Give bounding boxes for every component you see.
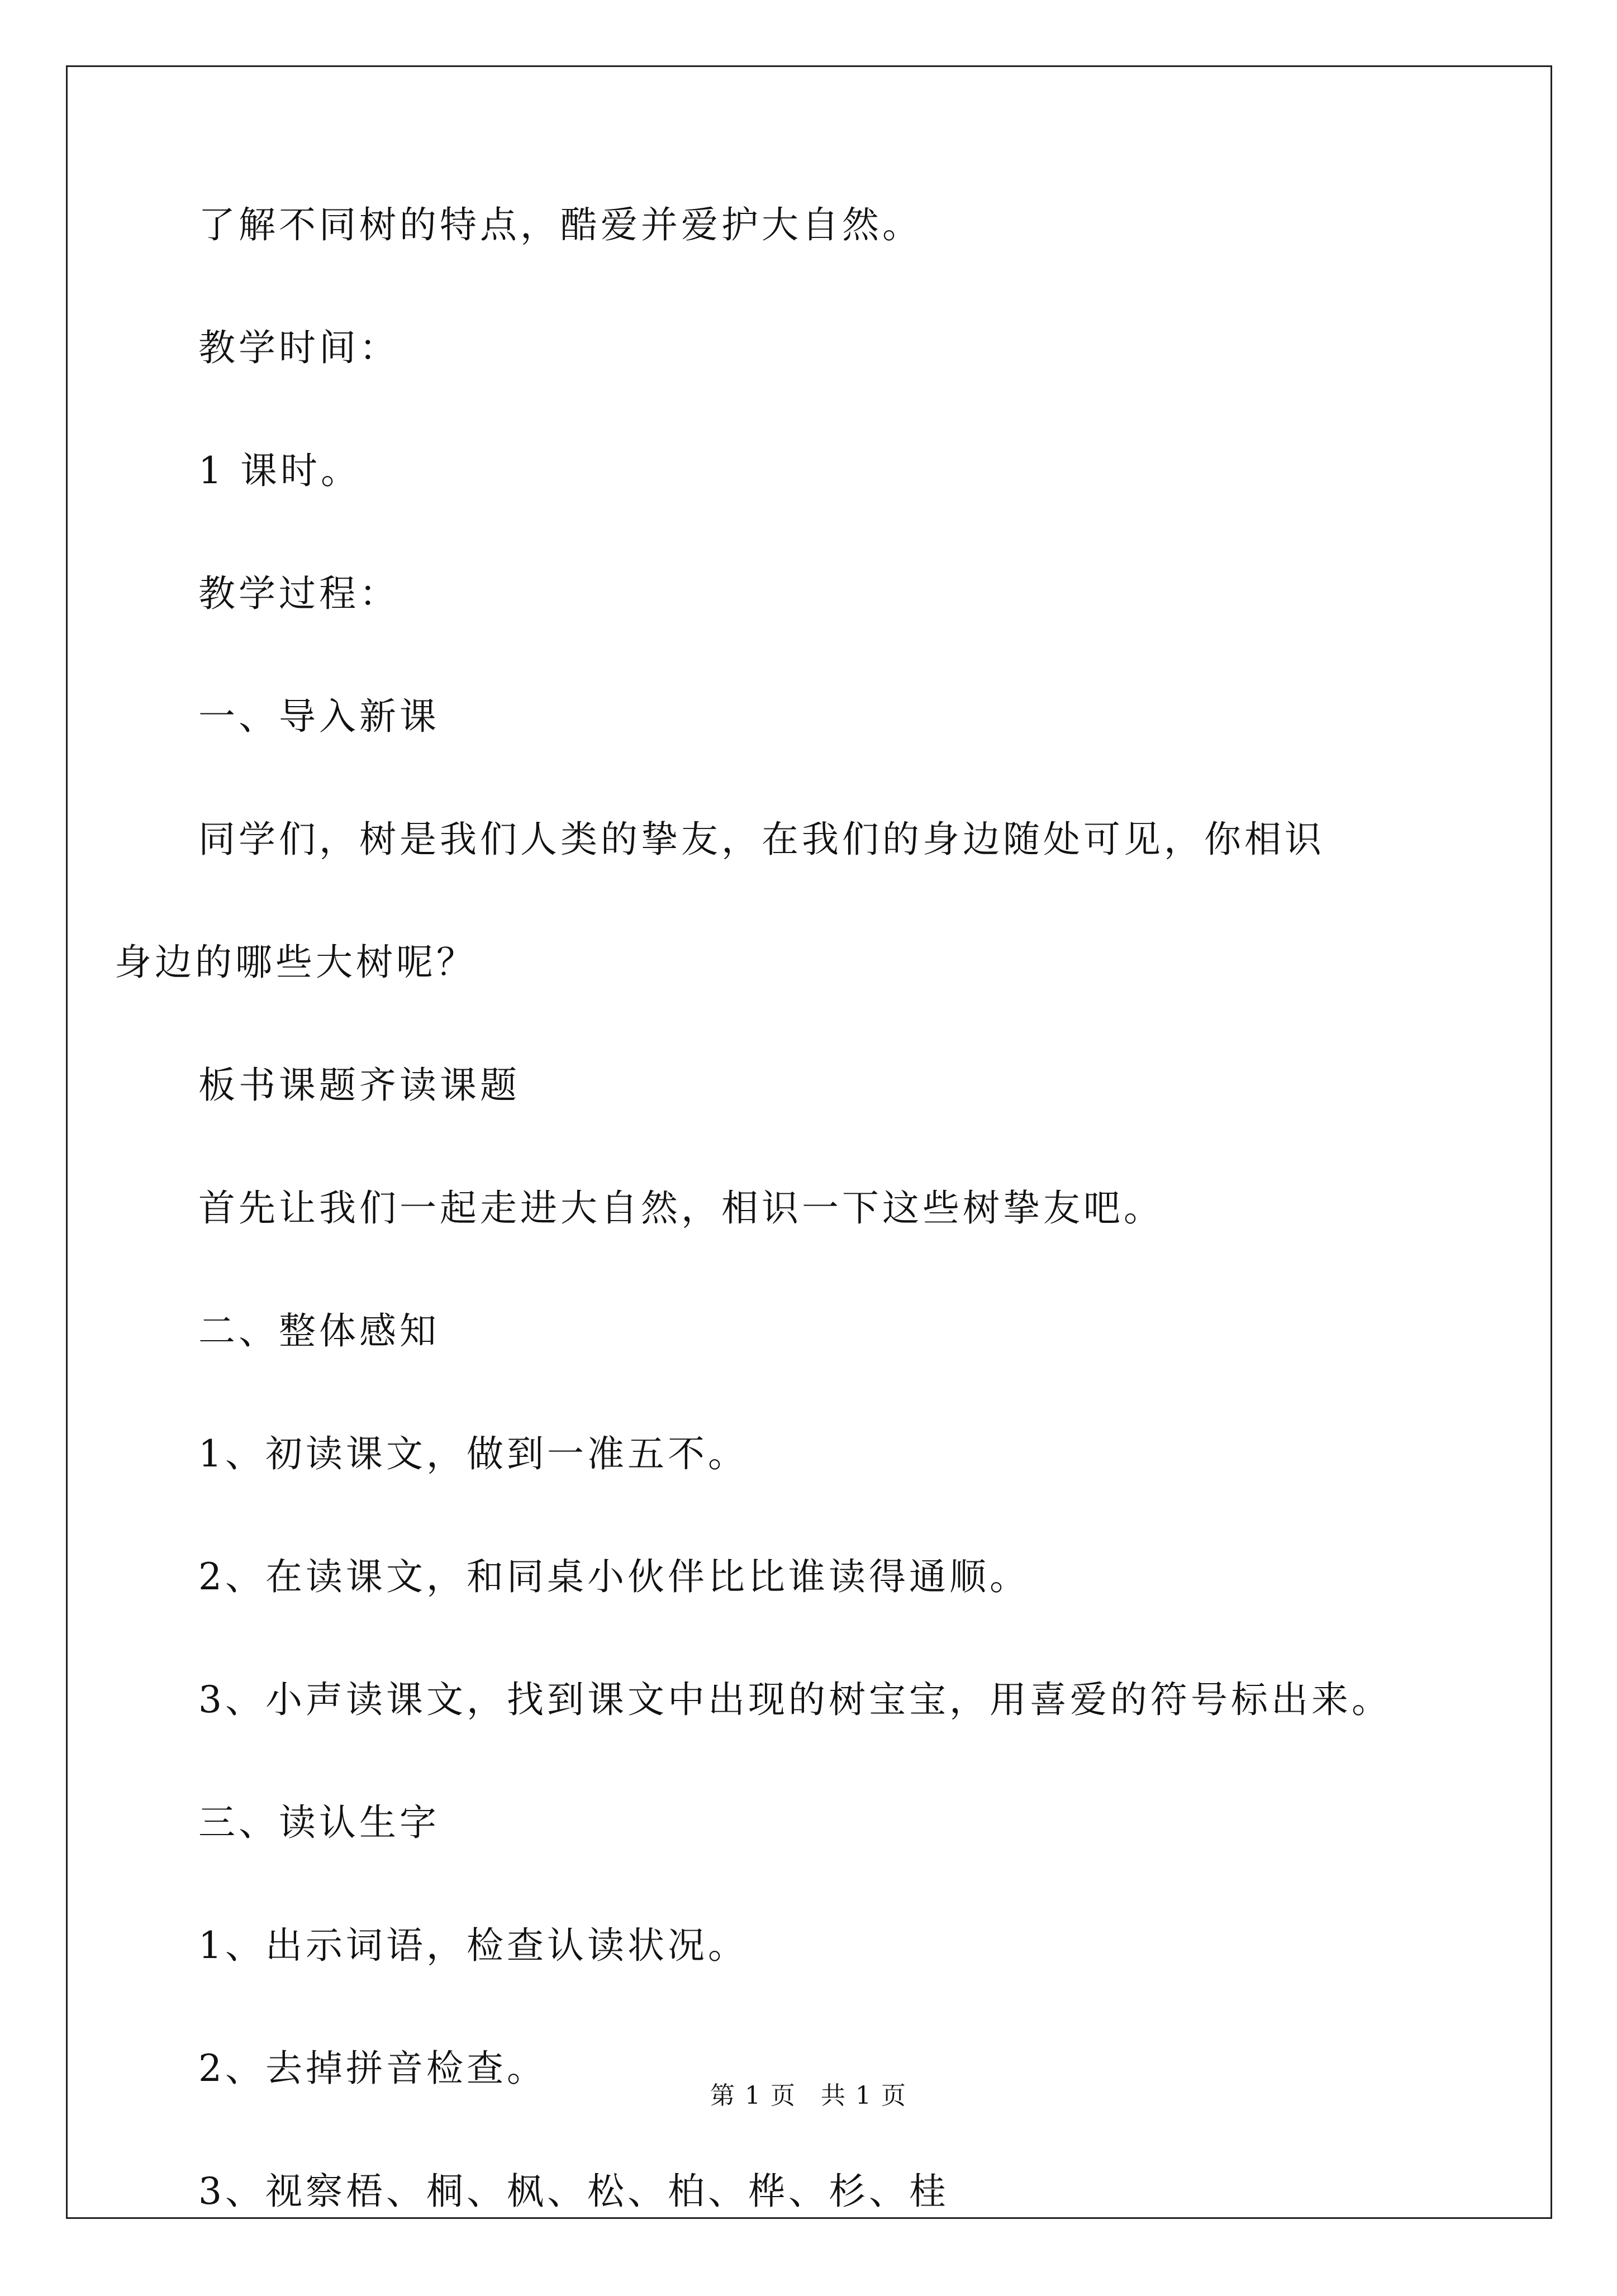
document-body — [115, 203, 1428, 2296]
list-item: 3、小声读课文，找到课文中出现的树宝宝，用喜爱的符号标出来。 — [198, 1678, 1392, 1721]
paragraph: 了解不同树的特点，酷爱并爱护大自然。 — [198, 203, 922, 246]
section-heading: 二、整体感知 — [198, 1309, 440, 1352]
paragraph-continuation: 身边的哪些大树呢？ — [115, 941, 477, 984]
list-item: 1、初读课文，做到一准五不。 — [198, 1432, 748, 1475]
section-heading: 三、读认生字 — [198, 1801, 440, 1844]
list-item: 3、视察梧、桐、枫、松、柏、桦、杉、桂 — [198, 2170, 949, 2213]
paragraph: 1 课时。 — [198, 449, 361, 492]
list-item: 1、出示词语，检查认读状况。 — [198, 1924, 748, 1967]
page-number: 第 1 页 — [710, 2081, 796, 2110]
page-total: 共 1 页 — [821, 2081, 907, 2110]
paragraph: 教学时间： — [198, 326, 400, 369]
list-item: 2、在读课文，和同桌小伙伴比比谁读得通顺。 — [198, 1555, 1030, 1598]
paragraph: 首先让我们一起走进大自然，相识一下这些树挚友吧。 — [198, 1187, 1164, 1230]
paragraph: 教学过程： — [198, 572, 400, 615]
paragraph: 板书课题齐读课题 — [198, 1064, 520, 1107]
page-footer — [0, 2075, 1617, 2111]
paragraph: 同学们，树是我们人类的挚友，在我们的身边随处可见，你相识 — [198, 818, 1325, 861]
list-item: 2、去掉拼音检查。 — [198, 2047, 547, 2090]
section-heading: 一、导入新课 — [198, 695, 440, 738]
